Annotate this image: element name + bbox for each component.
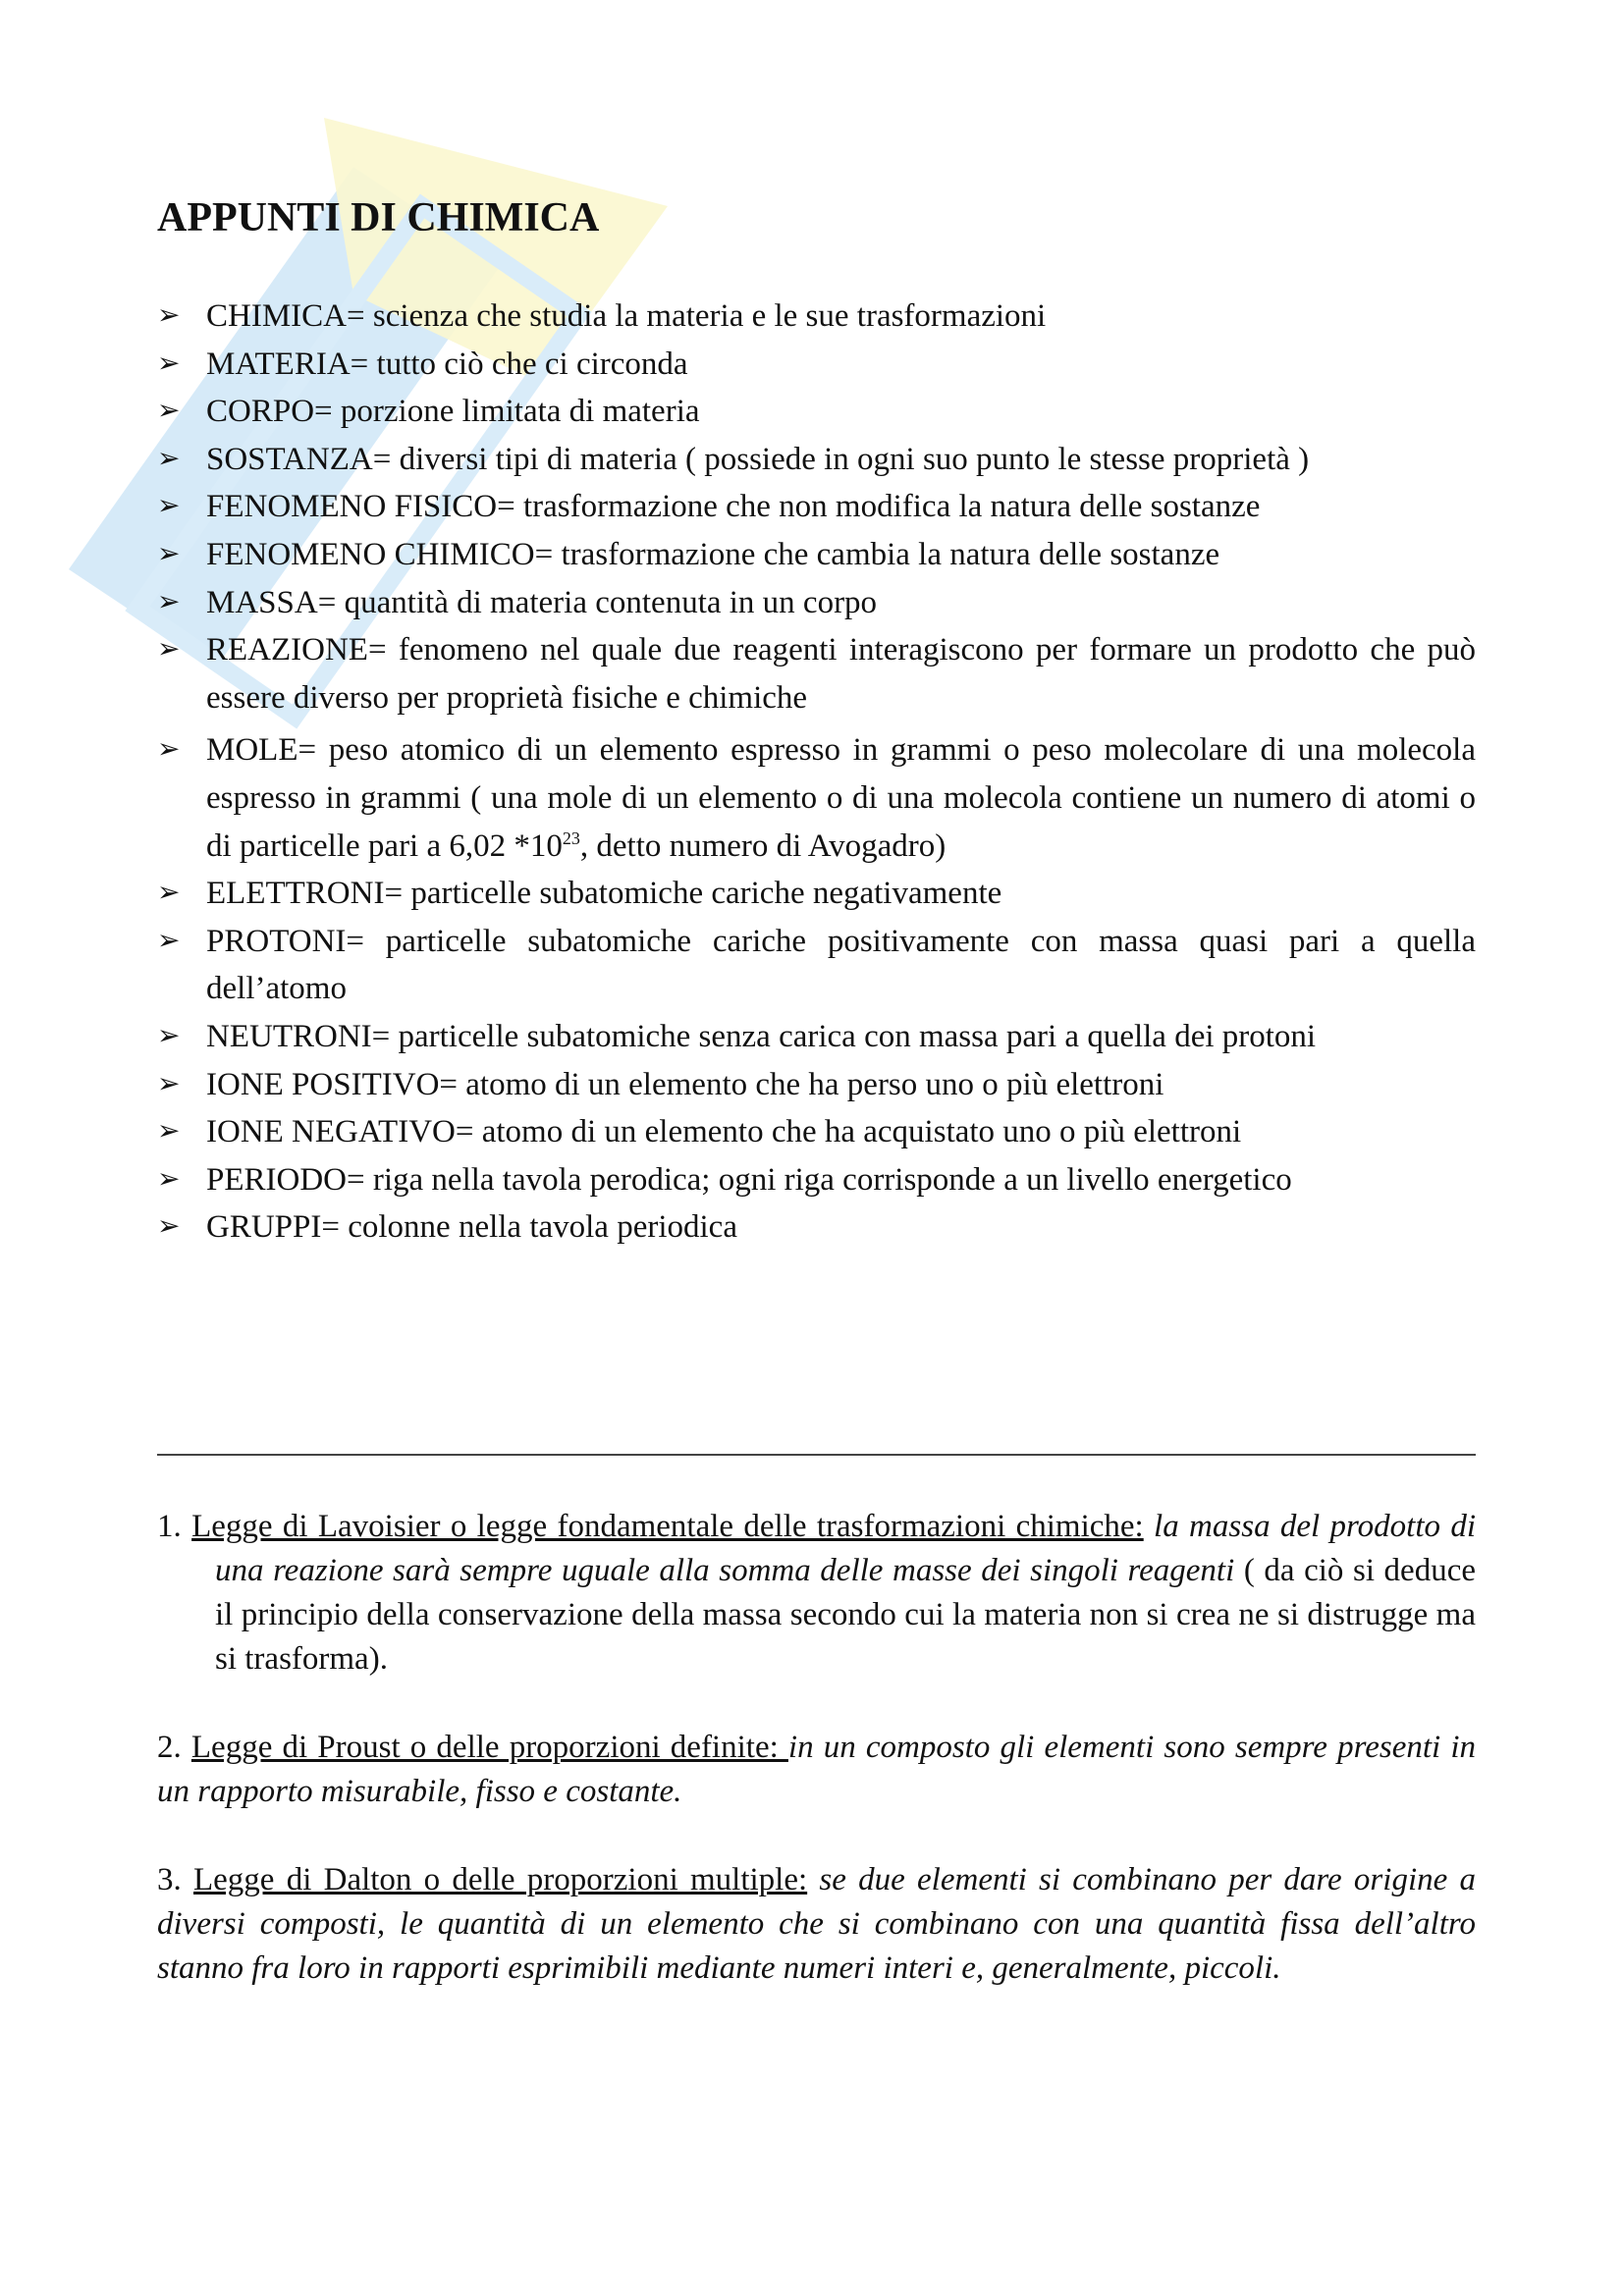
- list-item: ➢ IONE NEGATIVO= atomo di un elemento che ha acquistato uno o più elettroni: [157, 1108, 1476, 1156]
- list-item: ➢ CHIMICA= scienza che studia la materia e le sue trasformazioni: [157, 293, 1476, 341]
- list-item: ➢ IONE POSITIVO= atomo di un elemento che ha perso uno o più elettroni: [157, 1061, 1476, 1109]
- list-item: ➢ MATERIA= tutto ciò che ci circonda: [157, 341, 1476, 389]
- law-item: 3. Legge di Dalton o delle proporzioni multiple: se due elementi si combinano per dare origine a diversi composti, le quantità di un elemento che si combinano con una quantità fissa dell’altro stanno fra loro in rapporti esprimibili mediante numeri interi e, generalmente, piccoli.: [157, 1862, 1477, 1986]
- list-item: ➢ REAZIONE= fenomeno nel quale due reagenti interagiscono per formare un prodotto che può essere diverso per proprietà fisiche e chimiche: [157, 626, 1476, 721]
- list-item: ➢ GRUPPI= colonne nella tavola periodica: [157, 1203, 1476, 1252]
- arrowhead-bullet-icon: ➢: [157, 538, 181, 569]
- arrowhead-bullet-icon: ➢: [157, 586, 181, 617]
- list-item: ➢ FENOMENO CHIMICO= trasformazione che cambia la natura delle sostanze: [157, 531, 1476, 579]
- list-item: ➢ NEUTRONI= particelle subatomiche senza carica con massa pari a quella dei protoni: [157, 1013, 1476, 1061]
- laws-section: [157, 1505, 1476, 2035]
- section-divider: [157, 1454, 1476, 1456]
- arrowhead-bullet-icon: ➢: [157, 347, 181, 379]
- list-item: ➢ ELETTRONI= particelle subatomiche cariche negativamente: [157, 870, 1476, 918]
- arrowhead-bullet-icon: ➢: [157, 1020, 181, 1051]
- law-name: Legge di Dalton o delle proporzioni multiple:: [193, 1862, 808, 1897]
- list-item: ➢ CORPO= porzione limitata di materia: [157, 388, 1476, 436]
- list-item: ➢ MOLE= peso atomico di un elemento espresso in grammi o peso molecolare di una molecola espresso in grammi ( una mole di un elemento o di una molecola contiene un numero di atomi o di particelle pari a 6,02 $*10^{23}$, detto numero di Avogadro): [157, 726, 1476, 870]
- list-item: ➢ SOSTANZA= diversi tipi di materia ( possiede in ogni suo punto le stesse proprietà ): [157, 436, 1476, 484]
- arrowhead-bullet-icon: ➢: [157, 396, 181, 427]
- arrowhead-bullet-icon: ➢: [157, 443, 181, 474]
- arrowhead-bullet-icon: ➢: [157, 878, 181, 909]
- arrowhead-bullet-icon: ➢: [157, 300, 181, 331]
- law-name: Legge di Lavoisier o legge fondamentale delle trasformazioni chimiche:: [191, 1509, 1144, 1544]
- arrowhead-bullet-icon: ➢: [157, 1211, 181, 1243]
- list-item: ➢ MASSA= quantità di materia contenuta in un corpo: [157, 579, 1476, 627]
- arrowhead-bullet-icon: ➢: [157, 1163, 181, 1195]
- arrowhead-bullet-icon: ➢: [157, 491, 181, 522]
- page-title: APPUNTI DI CHIMICA: [157, 195, 600, 240]
- list-item: ➢ PERIODO= riga nella tavola perodica; ogni riga corrisponde a un livello energetico: [157, 1156, 1476, 1204]
- arrowhead-bullet-icon: ➢: [157, 1068, 181, 1099]
- list-item: ➢ PROTONI= particelle subatomiche cariche positivamente con massa quasi pari a quella dell’atomo: [157, 918, 1476, 1013]
- arrowhead-bullet-icon: ➢: [157, 634, 181, 666]
- law-name: Legge di Proust o delle proporzioni definite:: [190, 1730, 788, 1765]
- arrowhead-bullet-icon: ➢: [157, 1116, 181, 1148]
- definitions-list: [157, 293, 1476, 1252]
- arrowhead-bullet-icon: ➢: [157, 734, 181, 766]
- list-item: ➢ FENOMENO FISICO= trasformazione che non modifica la natura delle sostanze: [157, 483, 1476, 531]
- law-item: 1. Legge di Lavoisier o legge fondamentale delle trasformazioni chimiche: la massa del prodotto di una reazione sarà sempre uguale alla somma delle masse dei singoli reagenti ( da ciò si deduce il principio della conservazione della massa secondo cui la materia non si crea ne si distrugge ma si trasforma).: [157, 1509, 1477, 1677]
- law-item: 2. Legge di Proust o delle proporzioni definite: in un composto gli elementi sono sempre presenti in un rapporto misurabile, fisso e costante.: [157, 1730, 1476, 1809]
- arrowhead-bullet-icon: ➢: [157, 925, 181, 956]
